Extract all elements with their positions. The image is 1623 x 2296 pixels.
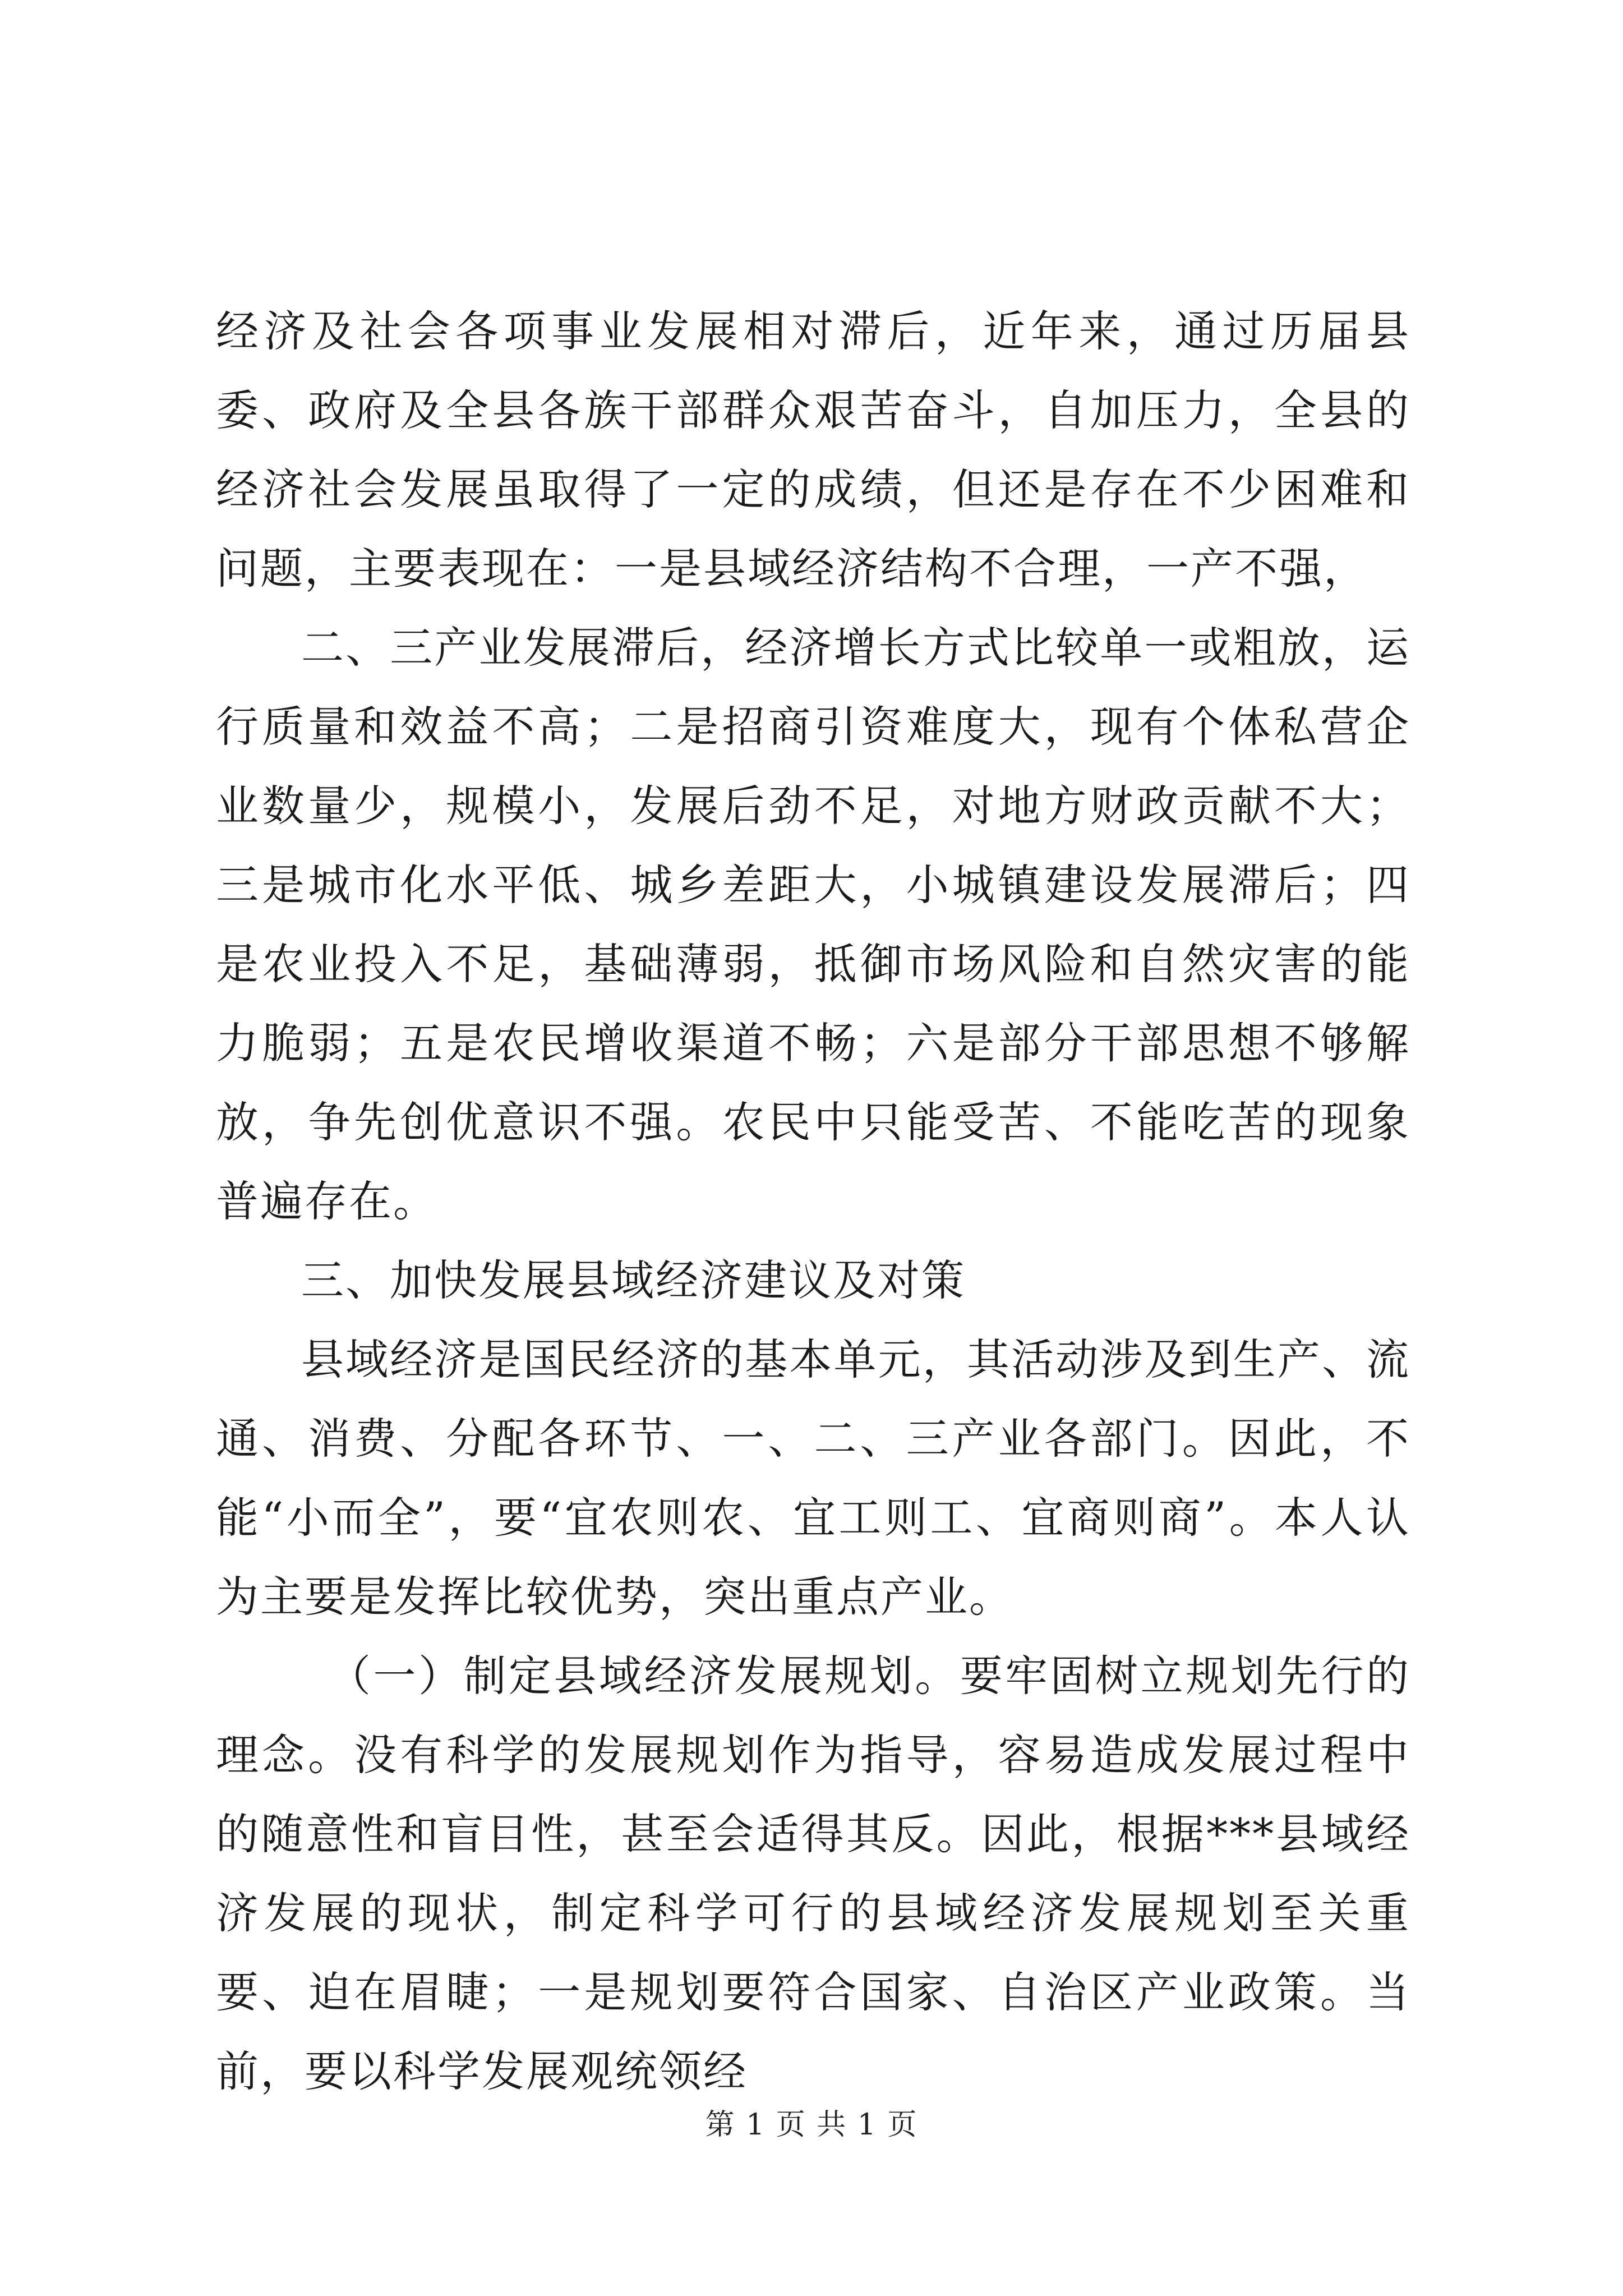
paragraph-continuation: 经济及社会各项事业发展相对滞后，近年来，通过历届县委、政府及全县各族干部群众艰苦奋斗，自加压力，全县的经济社会发展虽取得了一定的成绩，但还是存在不少困难和问题，主要表现在：一是县域经济结构不合理，一产不强， [216, 306, 1410, 593]
page-footer: 第 1 页 共 1 页 [705, 2108, 918, 2142]
paragraph-planning: （一）制定县域经济发展规划。要牢固树立规划先行的理念。没有科学的发展规划作为指导，容易造成发展过程中的随意性和盲目性，甚至会适得其反。因此，根据***县域经济发展的现状，制定科学可行的县域经济发展规划至关重要、迫在眉睫；一是规划要符合国家、自治区产业政策。当前，要以科学发展观统领经 [216, 1651, 1410, 2096]
section-heading: 三、加快发展县域经济建议及对策 [301, 1255, 966, 1305]
paragraph-problems: 二、三产业发展滞后，经济增长方式比较单一或粗放，运行质量和效益不高；二是招商引资难度大，现有个体私营企业数量少，规模小，发展后劲不足，对地方财政贡献不大；三是城市化水平低、城乡差距大，小城镇建设发展滞后；四是农业投入不足，基础薄弱，抵御市场风险和自然灾害的能力脆弱；五是农民增收渠道不畅；六是部分干部思想不够解放，争先创优意识不强。农民中只能受苦、不能吃苦的现象普遍存在。 [216, 623, 1410, 1226]
paragraph-county-economy: 县域经济是国民经济的基本单元，其活动涉及到生产、流通、消费、分配各环节、一、二、三产业各部门。因此，不能“小而全”，要“宜农则农、宜工则工、宜商则商”。本人认为主要是发挥比较优势，突出重点产业。 [216, 1335, 1410, 1622]
document-body [216, 292, 1410, 2111]
